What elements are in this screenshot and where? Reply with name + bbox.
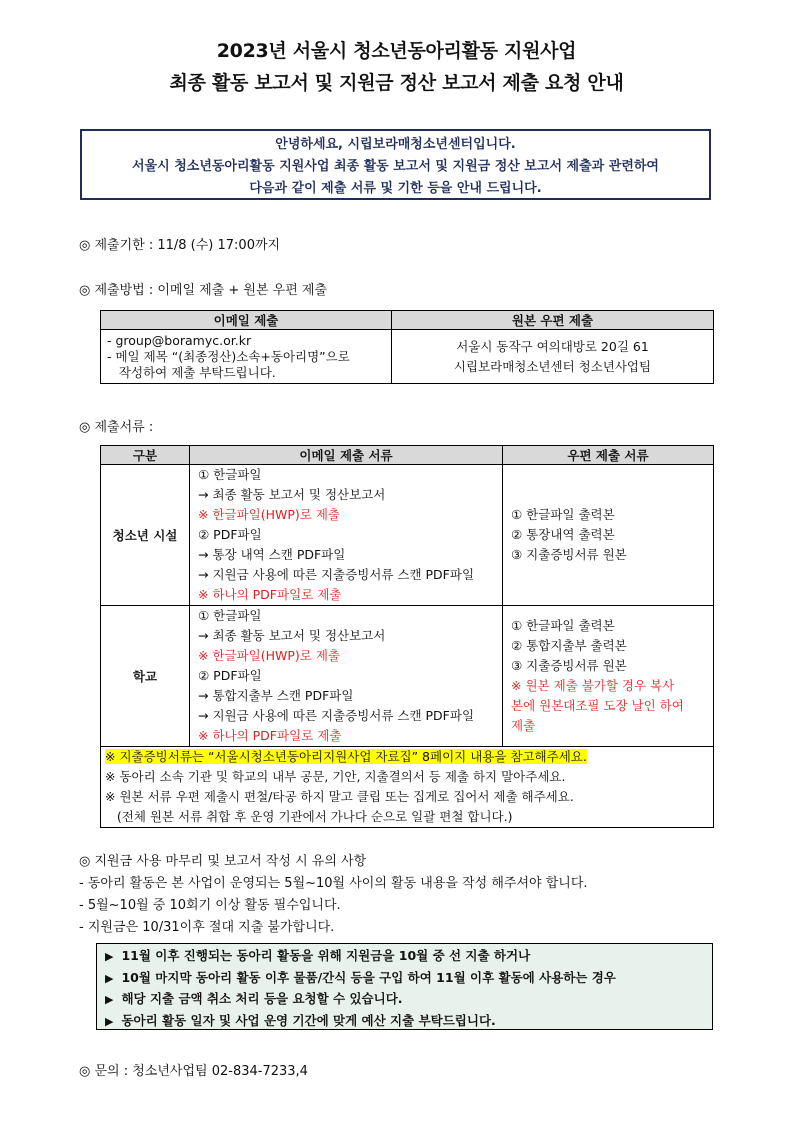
youth-email-item: → 최종 활동 보고서 및 정산보고서 [198,487,386,502]
school-post-item: ① 한글파일 출력본 [511,618,615,633]
triangle-bullet-icon: ▶ [105,950,114,963]
youth-post-item: ② 통장내역 출력본 [511,527,615,542]
intro-line3: 다음과 같이 제출 서류 및 기한 등을 안내 드립니다. [249,181,542,196]
page-title-line2: 최종 활동 보고서 및 지원금 정산 보고서 제출 요청 안내 [169,72,624,94]
docs-col-post: 우편 제출 서류 [503,446,714,465]
youth-email-item: ※ 하나의 PDF파일로 제출 [198,587,342,602]
docs-heading: ◎ 제출서류 : [79,420,154,435]
page-title-line1: 2023년 서울시 청소년동아리활동 지원사업 [216,40,577,62]
cautions-heading: ◎ 지원금 사용 마무리 및 보고서 작성 시 유의 사항 [79,854,367,869]
docs-notes-cell [101,747,714,828]
docs-col-email: 이메일 제출 서류 [190,446,503,465]
docs-col-category: 구분 [101,446,190,465]
triangle-bullet-icon: ▶ [105,1014,114,1028]
triangle-bullet-icon: ▶ [105,993,114,1006]
post-address-line1: 서울시 동작구 여의대방로 20길 61 [456,338,649,354]
note-binding-order: (전체 원본 서류 취합 후 운영 기관에서 가나다 순으로 일괄 편철 합니다.) [105,809,513,824]
youth-post-item: ③ 지출증빙서류 원본 [511,547,627,562]
school-email-item: ※ 한글파일(HWP)로 제출 [198,648,340,663]
box-line3: 해당 지출 금액 취소 처리 등을 요청할 수 있습니다. [121,991,403,1006]
school-post-item: ③ 지출증빙서류 원본 [511,658,627,673]
youth-email-item: → 통장 내역 스캔 PDF파일 [198,547,346,562]
note-no-binding: ※ 원본 서류 우편 제출시 편철/타공 하지 말고 클립 또는 집게로 집어서 제출 해주세요. [105,789,574,804]
contact-text: ◎ 문의 : 청소년사업팀 02-834-7233,4 [79,1064,308,1079]
school-post-item: ② 통합지출부 출력본 [511,638,627,653]
school-post-note: ※ 원본 제출 불가할 경우 복사 [511,678,675,693]
docs-school-post-cell [503,606,714,747]
note-no-internal-docs: ※ 동아리 소속 기관 및 학교의 내부 공문, 기안, 지출결의서 등 제출 하지 말아주세요. [105,769,566,784]
method-col-email: 이메일 제출 [101,311,392,330]
school-post-note: 제출 [511,718,536,733]
school-email-item: ① 한글파일 [198,608,262,623]
note-evidence-guide: ※ 지출증빙서류는 “서울시청소년동아리지원사업 자료집” 8페이지 내용을 참고해주세요. [105,749,587,764]
method-heading: ◎ 제출방법 : 이메일 제출 + 원본 우편 제출 [79,283,328,298]
school-email-item: ② PDF파일 [198,668,262,683]
triangle-bullet-icon: ▶ [105,971,114,985]
docs-youth-post-cell [503,465,714,606]
intro-line2: 서울시 청소년동아리활동 지원사업 최종 활동 보고서 및 지원금 정산 보고서 제출과 관련하여 [132,159,659,174]
intro-box [80,129,711,200]
email-address: - group@boramyc.or.kr [107,332,252,348]
method-email-cell [101,330,392,384]
school-email-item: → 통합지출부 스캔 PDF파일 [198,688,354,703]
youth-email-item: ※ 한글파일(HWP)로 제출 [198,507,340,522]
method-table [100,310,714,384]
school-email-item: → 지원금 사용에 따른 지출증빙서류 스캔 PDF파일 [198,708,475,723]
docs-school-email-cell [190,606,503,747]
caution-line2: - 5월~10월 중 10회기 이상 활동 필수입니다. [79,898,341,913]
caution-line3: - 지원금은 10/31이후 절대 지출 불가합니다. [79,920,335,935]
method-post-cell [392,330,714,384]
deadline-text: ◎ 제출기한 : 11/8 (수) 17:00까지 [79,238,281,253]
youth-email-item: ① 한글파일 [198,467,262,482]
youth-email-item: ② PDF파일 [198,527,262,542]
youth-post-item: ① 한글파일 출력본 [511,507,615,522]
docs-category-school: 학교 [101,606,190,747]
docs-category-youth: 청소년 시설 [101,465,190,606]
docs-youth-email-cell [190,465,503,606]
docs-table [100,445,714,828]
caution-line1: - 동아리 활동은 본 사업이 운영되는 5월~10월 사이의 활동 내용을 작성 해주셔야 합니다. [79,876,588,891]
post-address-line2: 시립보라매청소년센터 청소년사업팀 [453,358,652,374]
email-subject-guide-cont: 작성하여 제출 부탁드립니다. [107,364,276,380]
box-line4: 동아리 활동 일자 및 사업 운영 기간에 맞게 예산 지출 부탁드립니다. [121,1012,496,1028]
school-email-item: ※ 하나의 PDF파일로 제출 [198,728,342,743]
intro-line1: 안녕하세요, 시립보라매청소년센터입니다. [275,137,516,152]
box-line2: 10월 마지막 동아리 활동 이후 물품/간식 등을 구입 하여 11월 이후 활동에 사용하는 경우 [121,969,616,985]
youth-email-item: → 지원금 사용에 따른 지출증빙서류 스캔 PDF파일 [198,567,475,582]
method-col-post: 원본 우편 제출 [392,311,714,330]
caution-box [96,943,713,1030]
school-post-note: 본에 원본대조필 도장 날인 하여 [511,698,684,713]
box-line1: 11월 이후 진행되는 동아리 활동을 위해 지원금을 10월 중 선 지출 하거나 [121,948,531,963]
school-email-item: → 최종 활동 보고서 및 정산보고서 [198,628,386,643]
email-subject-guide: - 메일 제목 “(최종정산)소속+동아리명”으로 [107,348,350,364]
